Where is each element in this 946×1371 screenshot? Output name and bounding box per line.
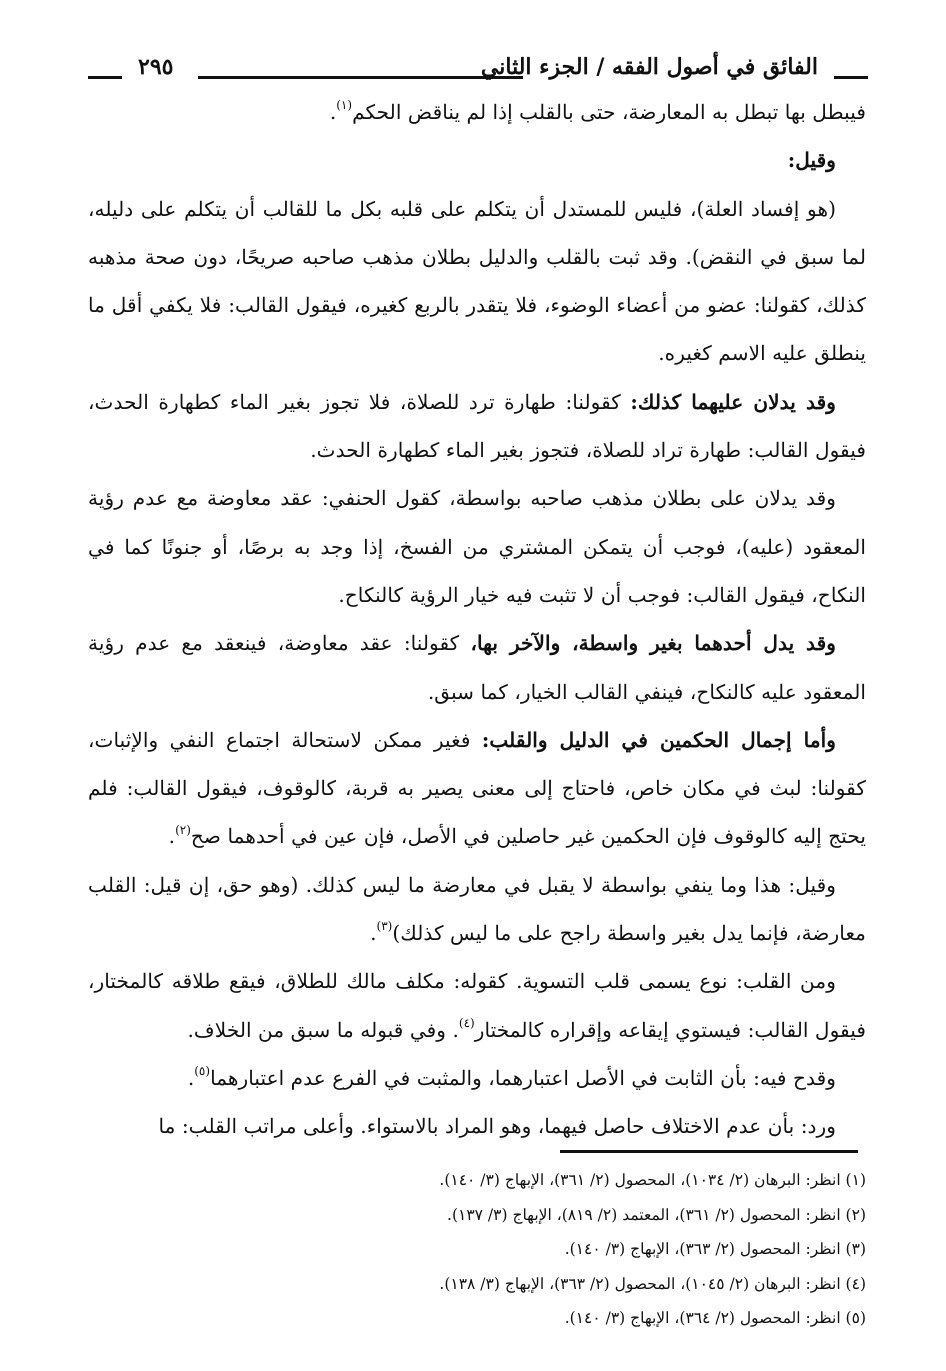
paragraph: فيبطل بها تبطل به المعارضة، حتى بالقلب إذا لم يناقض الحكم$^{(١)}$. (329, 98, 866, 124)
paragraph: وقدح فيه: بأن الثابت في الأصل اعتبارهما، والمثبت في الفرع عدم اعتبارهما$^{(٥)}$. (187, 1064, 836, 1090)
header-title: الفائق في أصول الفقه / الجزء الثاني (480, 54, 818, 80)
footnote-ref[interactable]: (٣) (376, 919, 393, 934)
paragraph: ومن القلب: نوع يسمى قلب التسوية. كقوله: مكلف مالك للطلاق، فيقع طلاقه كالمختار، فيقول القالب: فيستوي إيقاعه وإقراره كالمختار$^{(٤)}$. وفي قبوله ما سبق من الخلاف. (88, 969, 866, 1042)
header-rule-left (88, 76, 122, 79)
paragraph-heading: وقيل: (787, 148, 836, 173)
footnote: (٢) انظر: المحصول (٢/ ٣٦١)، المعتمد (٢/ ٨١٩)، الإبهاج (٣/ ١٣٧). (447, 1205, 866, 1224)
footnote-ref[interactable]: (٢) (175, 822, 191, 837)
footnote-ref[interactable]: (٤) (458, 1015, 475, 1030)
footnotes (88, 1163, 866, 1336)
footnote: (١) انظر: البرهان (٢/ ١٠٣٤)، المحصول (٢/ ٣٦١)، الإبهاج (٣/ ١٤٠). (439, 1171, 866, 1189)
header-rule-right (834, 76, 868, 79)
main-text (88, 88, 866, 1151)
header-rule (198, 76, 523, 79)
footnote: (٤) انظر: البرهان (٢/ ١٠٤٥)، المحصول (٢/ ٣٦٣)، الإبهاج (٣/ ١٣٨). (439, 1274, 866, 1293)
page-number: ٢٩٥ (138, 54, 174, 80)
paragraph-lead: وقد يدلان عليهما كذلك: (630, 389, 836, 414)
paragraph: (هو إفساد العلة)، فليس للمستدل أن يتكلم على قلبه بكل ما للقالب أن يتكلم على دليله، لما سبق في النقض). وقد ثبت بالقلب والدليل بطلان مذهب صاحبه صريحًا، دون صحة مذهبه كذلك، كقولنا: عضو من أعضاء الوضوء، فلا يتقدر بالربع كغيره، فيقول القالب: فلا يكفي أقل ما ينطلق عليه الاسم كغيره. (88, 196, 866, 366)
footnote-separator (560, 1150, 858, 1153)
running-header (88, 52, 868, 92)
paragraph-lead: وقد يدل أحدهما بغير واسطة، والآخر بها، (470, 631, 837, 656)
footnote: (٣) انظر: المحصول (٢/ ٣٦٣)، الإبهاج (٣/ ١٤٠). (564, 1240, 866, 1258)
footnote-ref[interactable]: (٥) (194, 1064, 211, 1079)
paragraph: وقد يدلان عليهما كذلك: كقولنا: طهارة ترد للصلاة، فلا تجوز بغير الماء كطهارة الحدث، فيقول القالب: طهارة تراد للصلاة، فتجوز بغير الماء كطهارة الحدث. (88, 389, 866, 463)
paragraph: وقد يدل أحدهما بغير واسطة، والآخر بها، كقولنا: عقد معاوضة، فينعقد مع عدم رؤية المعقود عليه كالنكاح، فينفي القالب الخيار، كما سبق. (88, 631, 866, 704)
paragraph: وقيل: هذا وما ينفي بواسطة لا يقبل في معارضة ما ليس كذلك. (وهو حق، إن قيل: القلب معارضة، فإنما يدل بغير واسطة راجح على ما ليس كذلك)$^{(٣)}$. (88, 872, 866, 946)
paragraph: ورد: بأن عدم الاختلاف حاصل فيهما، وهو المراد بالاستواء. وأعلى مراتب القلب: ما (158, 1114, 836, 1139)
footnote-ref[interactable]: (١) (336, 98, 353, 113)
paragraph: وقد يدلان على بطلان مذهب صاحبه بواسطة، كقول الحنفي: عقد معاوضة مع عدم رؤية المعقود (عليه)، فوجب أن يتمكن المشتري من الفسخ، إذا وجد به برصًا، أو جنونًا كما في النكاح، فيقول القالب: فوجب أن لا تثبت فيه خيار الرؤية كالنكاح. (88, 486, 866, 607)
paragraph-lead: وأما إجمال الحكمين في الدليل والقلب: (481, 727, 836, 752)
paragraph: وأما إجمال الحكمين في الدليل والقلب: فغير ممكن لاستحالة اجتماع النفي والإثبات، كقولنا: لبث في مكان خاص، فاحتاج إلى معنى يصير به قربة، كالوقوف، فيقول القالب: فلم يحتج إليه كالوقوف فإن الحكمين غير حاصلين في الأصل، فإن عين في أحدهما صح$^{(٢)}$. (88, 727, 866, 849)
footnote: (٥) انظر: المحصول (٢/ ٣٦٤)، الإبهاج (٣/ ١٤٠). (564, 1309, 866, 1327)
